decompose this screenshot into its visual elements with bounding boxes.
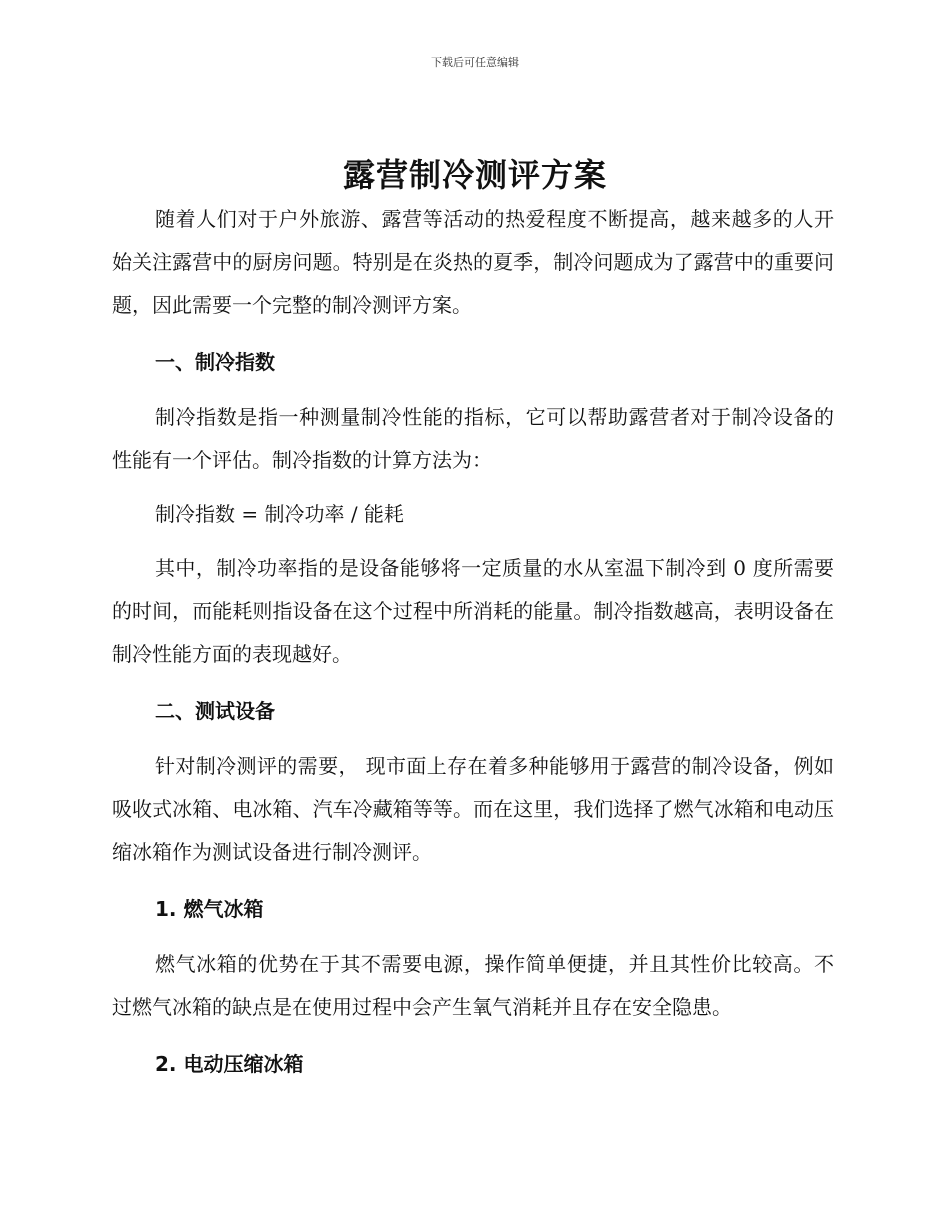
section-heading-cooling-index: 一、制冷指数: [155, 350, 275, 374]
cooling-index-explanation: 其中，制冷功率指的是设备能够将一定质量的水从室温下制冷到 0 度所需要的时间，而能耗则指设备在这个过程中所消耗的能量。制冷指数越高，表明设备在制冷性能方面的表现越好。: [112, 556, 834, 666]
cooling-index-formula: 制冷指数 = 制冷功率 / 能耗: [155, 502, 404, 526]
intro-paragraph: 随着人们对于户外旅游、露营等活动的热爱程度不断提高，越来越多的人开始关注露营中的厨房问题。特别是在炎热的夏季，制冷问题成为了露营中的重要问题，因此需要一个完整的制冷测评方案。: [112, 207, 834, 317]
cooling-index-paragraph: 制冷指数是指一种测量制冷性能的指标，它可以帮助露营者对于制冷设备的性能有一个评估。制冷指数的计算方法为：: [112, 405, 834, 472]
test-equipment-paragraph: 针对制冷测评的需要， 现市面上存在着多种能够用于露营的制冷设备，例如吸收式冰箱、电冰箱、汽车冷藏箱等等。而在这里，我们选择了燃气冰箱和电动压缩冰箱作为测试设备进行制冷测评。: [112, 754, 834, 864]
section-heading-test-equipment: 二、测试设备: [155, 699, 275, 723]
subsection-heading-gas-fridge: 1. 燃气冰箱: [155, 897, 264, 921]
document-title: 露营制冷测评方案: [342, 156, 607, 194]
page-header-note: 下载后可任意编辑: [431, 56, 519, 69]
document-body: [112, 198, 834, 1086]
gas-fridge-paragraph: 燃气冰箱的优势在于其不需要电源，操作简单便捷，并且其性价比较高。不过燃气冰箱的缺点是在使用过程中会产生氧气消耗并且存在安全隐患。: [112, 952, 834, 1019]
subsection-heading-compressor-fridge: 2. 电动压缩冰箱: [155, 1052, 304, 1076]
